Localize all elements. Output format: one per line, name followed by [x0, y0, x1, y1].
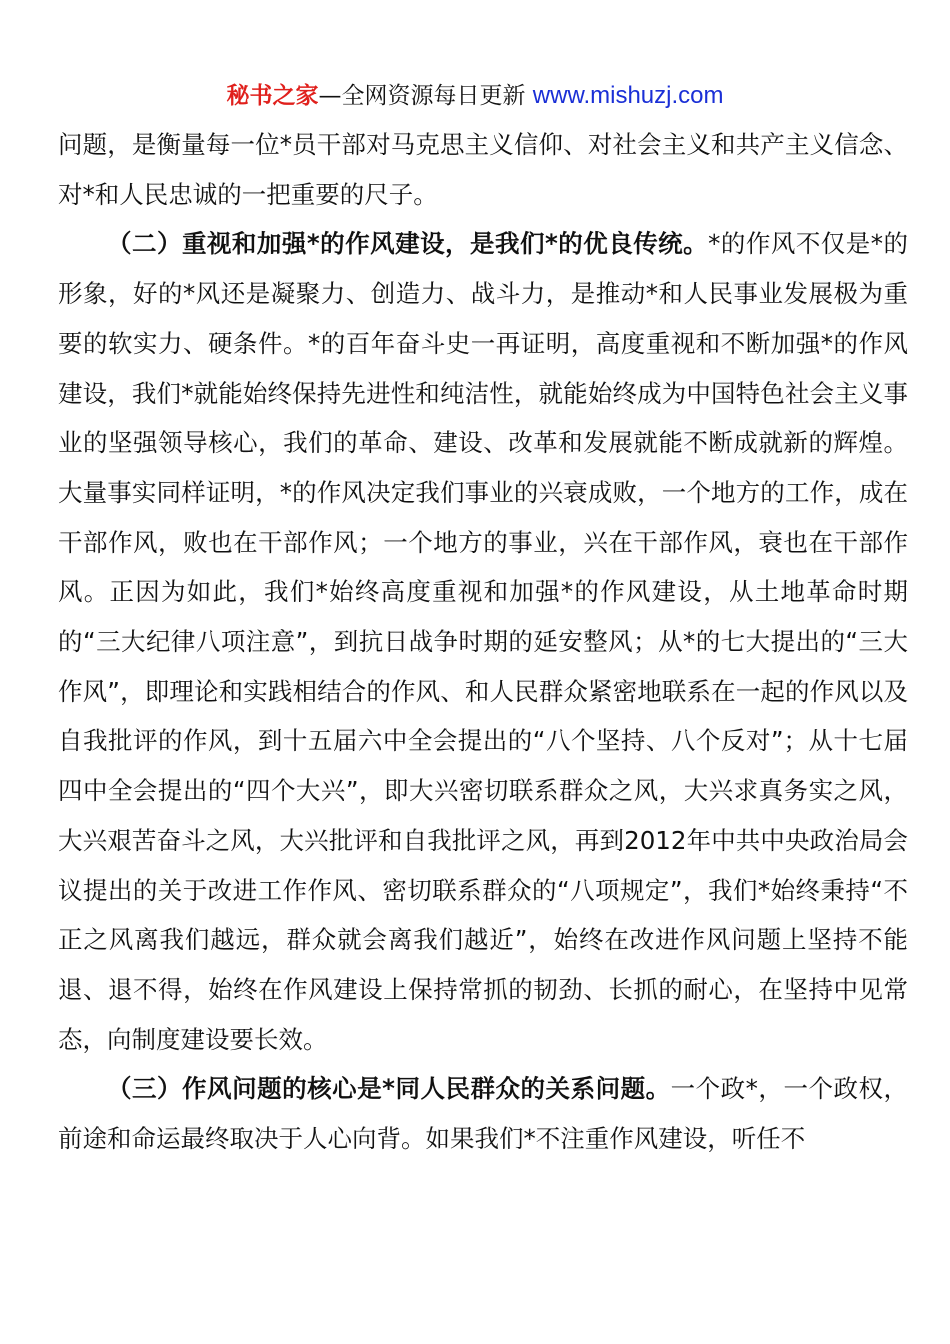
- watermark-header: [0, 80, 950, 112]
- paragraph-continuation: [58, 120, 908, 219]
- site-url[interactable]: www.mishuzj.com: [532, 82, 724, 109]
- brand-name: 秘书之家: [226, 83, 319, 109]
- paragraph-text: 问题，是衡量每一位*员干部对马克思主义信仰、对社会主义和共产主义信念、对*和人民忠诚的一把重要的尺子。: [58, 130, 908, 209]
- tagline: —全网资源每日更新: [318, 83, 533, 109]
- paragraph-text: 一个政*，一个政权，前途和命运最终取决于人心向背。如果我们*不注重作风建设，听任不: [58, 1074, 908, 1154]
- section-heading: （二）重视和加强*的作风建设，是我们*的优良传统。: [107, 229, 709, 259]
- paragraph-section-2: [58, 219, 908, 1064]
- paragraph-text: *的作风不仅是*的形象，好的*风还是凝聚力、创造力、战斗力，是推动*和人民事业发展极为重要的软实力、硬条件。*的百年奋斗史一再证明，高度重视和不断加强*的作风建设，我们*就能始终保持先进性和纯洁性，就能始终成为中国特色社会主义事业的坚强领导核心，我们的革命、建设、改革和发展就能不断成就新的辉煌。大量事实同样证明，*的作风决定我们事业的兴衰成败，一个地方的工作，成在干部作风，败也在干部作风；一个地方的事业，兴在干部作风，衰也在干部作风。正因为如此，我们*始终高度重视和加强*的作风建设，从土地革命时期的“三大纪律八项注意”，到抗日战争时期的延安整风；从*的七大提出的“三大作风”，即理论和实践相结合的作风、和人民群众紧密地联系在一起的作风以及自我批评的作风，到十五届六中全会提出的“八个坚持、八个反对”；从十七届四中全会提出的“四个大兴”，即大兴密切联系群众之风，大兴求真务实之风，大兴艰苦奋斗之风，大兴批评和自我批评之风，再到2012年中共中央政治局会议提出的关于改进工作作风、密切联系群众的“八项规定”，我们*始终秉持“不正之风离我们越远，群众就会离我们越近”，始终在改进作风问题上坚持不能退、退不得，始终在作风建设上保持常抓的韧劲、长抓的耐心，在坚持中见常态，向制度建设要长效。: [58, 229, 909, 1054]
- document-body: [58, 120, 908, 1164]
- paragraph-section-3: [58, 1064, 908, 1163]
- section-heading: （三）作风问题的核心是*同人民群众的关系问题。: [107, 1074, 671, 1104]
